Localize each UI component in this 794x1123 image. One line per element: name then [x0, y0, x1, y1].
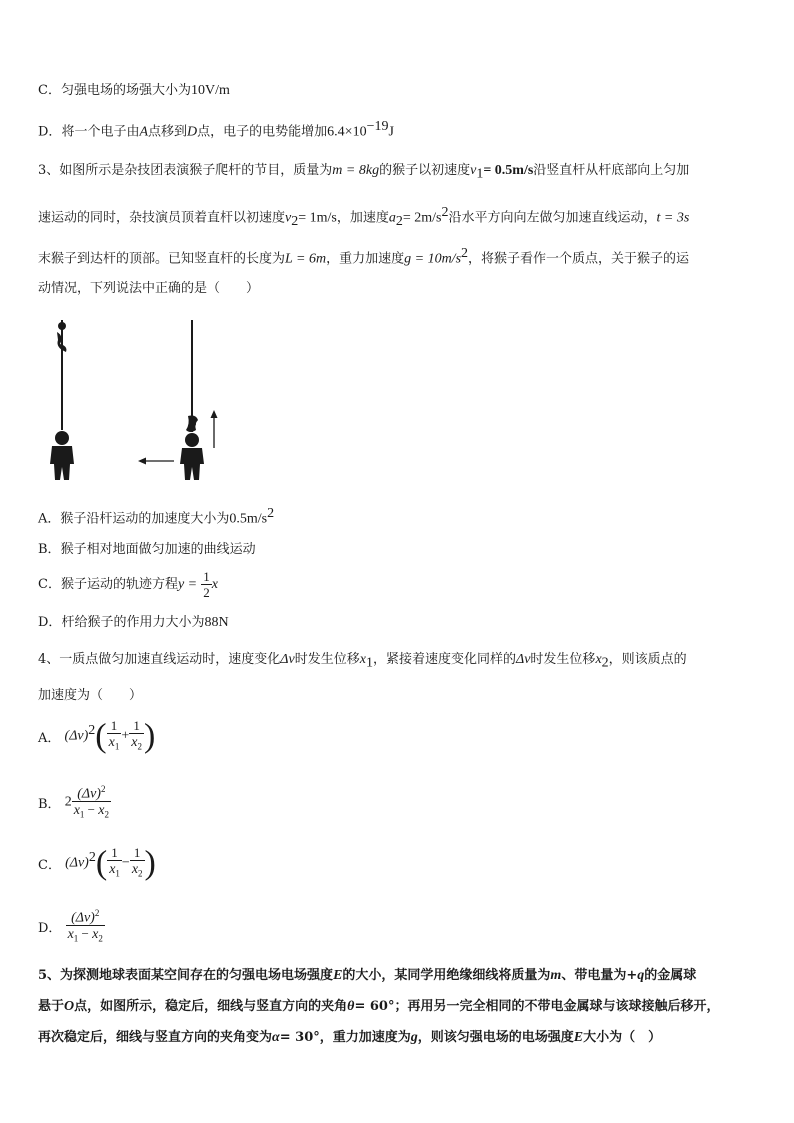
paren-open: (: [95, 717, 107, 755]
text: 沿竖直杆从杆底部向上匀加: [533, 163, 690, 178]
text: 加速度为（ ）: [38, 688, 143, 703]
minus-sign: −: [121, 855, 130, 871]
fraction-half: [201, 569, 212, 600]
formula-d: [66, 906, 105, 947]
q3-line-1: [38, 162, 689, 184]
option-text: 匀强电场的场强大小为: [60, 83, 191, 98]
question-number: 5、: [38, 968, 61, 983]
x-symbol: x: [108, 735, 115, 750]
q3-option-b: [38, 541, 256, 559]
delta-v: Δv: [280, 652, 295, 667]
q4-option-c: [38, 845, 156, 882]
fraction: [66, 906, 105, 947]
question-number: 4、: [38, 652, 60, 667]
denominator: [129, 734, 144, 755]
point-a: A: [139, 124, 149, 140]
denominator: [66, 926, 105, 947]
text: ，将猴子看作一个质点，关于猴子的运: [468, 251, 690, 267]
denominator: [130, 861, 145, 882]
text: ，则该质点的: [608, 652, 687, 667]
denominator: 2: [203, 585, 210, 600]
option-label: D．: [38, 615, 62, 630]
option-text: 猴子沿杆运动的加速度大小为: [60, 511, 230, 527]
text: 再次稳定后，细线与竖直方向的夹角变为: [38, 1030, 273, 1045]
time-expr: t = 3s: [656, 210, 690, 226]
numerator: 1: [129, 718, 144, 734]
exponent: 2: [441, 205, 449, 220]
exponent: 2: [267, 506, 275, 521]
subscript: 2: [104, 809, 109, 820]
x-symbol: x: [73, 803, 80, 819]
option-label: D．: [38, 920, 62, 936]
delta-v-paren: (Δv): [77, 786, 101, 802]
e-symbol: E: [573, 1030, 584, 1045]
exponent: −19: [366, 119, 389, 134]
text: 时发生位移: [294, 652, 360, 667]
option-text: 猴子运动的轨迹方程: [60, 577, 178, 592]
x-symbol: x: [109, 862, 116, 877]
numerator: [72, 782, 111, 802]
q3-line-3: [38, 245, 689, 268]
fraction: [129, 718, 144, 755]
q4-line-2: [38, 687, 142, 705]
text: 如图所示是杂技团表演猴子爬杆的节目，质量为: [59, 163, 333, 178]
subscript: 2: [291, 213, 299, 229]
text: 悬于: [38, 999, 65, 1014]
subscript: 2: [601, 655, 609, 671]
q4-option-a: [38, 718, 155, 755]
fraction: [107, 718, 122, 755]
delta-v-paren: (Δv): [64, 728, 89, 744]
text: 末猴子到达杆的顶部。已知竖直杆的长度为: [38, 251, 286, 267]
question-number: 3、: [38, 163, 60, 178]
v1-value: = 0.5m/s: [483, 163, 534, 178]
option-text: 点，电子的电势能增加: [197, 124, 328, 140]
q2-option-d: [38, 118, 394, 141]
subscript: 1: [365, 655, 373, 671]
option-text: 点移到: [148, 124, 188, 140]
subscript: 2: [395, 213, 403, 229]
a2-value: = 2m/s: [402, 210, 442, 226]
subscript: 2: [98, 933, 103, 944]
equation-y: y =: [177, 577, 198, 592]
point-d: D: [187, 124, 198, 140]
v2-value: = 1m/s: [298, 210, 337, 226]
delta-v: Δv: [515, 652, 531, 667]
option-text: 杆给猴子的作用力大小为: [61, 615, 205, 630]
v2-symbol: v: [285, 210, 292, 226]
arrow-left-icon: [138, 458, 174, 465]
text: = 30°，重力加速度为: [279, 1030, 411, 1045]
text: 为探测地球表面某空间存在的匀强电场电场强度: [60, 968, 334, 983]
x1-symbol: x: [359, 652, 366, 667]
option-label: A．: [38, 511, 61, 527]
delta-v-paren: (Δv): [71, 910, 95, 926]
q3-option-d: [38, 614, 229, 632]
text: 、带电量为+: [561, 968, 638, 983]
q3-line-2: [38, 204, 689, 231]
x2-symbol: x: [595, 652, 602, 667]
subscript: 1: [73, 933, 79, 944]
q2-option-c: [38, 82, 230, 100]
minus-sign: −: [87, 802, 96, 818]
text: 的大小，某同学用绝缘细线将质量为: [342, 968, 551, 983]
option-label: D．: [38, 124, 62, 140]
denominator: [107, 734, 122, 755]
q4-option-d: [38, 906, 105, 947]
q3-option-a: [38, 505, 274, 528]
fraction: [107, 845, 122, 882]
formula-a: [65, 718, 156, 755]
monkey-right-icon: [186, 416, 198, 433]
performer-right-icon: [180, 433, 204, 480]
arrow-up-icon: [211, 410, 218, 448]
option-label: C．: [38, 857, 61, 873]
option-value: 10V/m: [190, 83, 230, 98]
q5-line-2: [38, 998, 719, 1016]
option-label: A．: [38, 730, 61, 746]
monkey-pole-figure: [40, 312, 240, 484]
x-symbol: x: [98, 803, 105, 819]
equation-x: x: [211, 577, 218, 592]
mass-expr: m = 8kg: [332, 163, 380, 178]
q-symbol: q: [637, 968, 645, 983]
paren-open: (: [95, 844, 108, 882]
text: 点，如图所示，稳定后，细线与竖直方向的夹角: [74, 999, 348, 1014]
option-label: B．: [38, 796, 61, 812]
subscript: 1: [476, 166, 484, 182]
exponent: 2: [88, 722, 96, 738]
text: 的猴子以初速度: [379, 163, 471, 178]
formula-c: [65, 845, 156, 882]
delta-v-paren: (Δv): [65, 855, 89, 871]
numerator: 1: [130, 845, 145, 861]
m-symbol: m: [550, 968, 562, 983]
text: 速运动的同时，杂技演员顶着直杆以初速度: [38, 210, 286, 226]
fraction: [72, 782, 111, 823]
numerator: 1: [107, 718, 122, 734]
subscript: 1: [114, 741, 120, 752]
subscript: 1: [115, 868, 120, 879]
option-value: 0.5m/s: [229, 511, 268, 527]
g-symbol: g: [410, 1030, 418, 1045]
denominator: [72, 802, 111, 823]
subscript: 2: [137, 741, 142, 752]
x-symbol: x: [131, 862, 139, 877]
paren-close: ): [143, 717, 156, 755]
theta-symbol: θ: [347, 999, 355, 1014]
option-value: 6.4×10: [327, 124, 367, 140]
numerator: [66, 906, 105, 926]
x-symbol: x: [67, 927, 74, 943]
x-symbol: x: [92, 927, 99, 943]
subscript: 1: [79, 809, 85, 820]
formula-b: [65, 782, 111, 823]
paren-close: ): [144, 844, 156, 882]
fraction: [130, 845, 145, 882]
option-text: 猴子相对地面做匀加速的曲线运动: [60, 542, 256, 557]
option-label: C．: [38, 577, 61, 592]
denominator: [107, 861, 122, 882]
x-symbol: x: [131, 735, 138, 750]
option-label: C．: [38, 83, 61, 98]
gravity-expr: g = 10m/s: [404, 251, 462, 267]
minus-sign: −: [81, 926, 89, 942]
text: ，则该匀强电场的电场强度: [417, 1030, 574, 1045]
plus-sign: +: [121, 728, 130, 744]
e-symbol: E: [333, 968, 343, 983]
q4-line-1: [38, 651, 687, 673]
alpha-symbol: α: [272, 1030, 280, 1045]
numerator: 1: [203, 569, 210, 584]
length-expr: L = 6m: [285, 251, 327, 267]
text: ，紧接着速度变化同样的: [372, 652, 516, 667]
q5-line-1: [38, 967, 696, 985]
coefficient: 2: [64, 794, 72, 810]
v1-symbol: v: [470, 163, 477, 178]
option-text: 将一个电子由: [61, 124, 140, 140]
unit: J: [388, 124, 394, 140]
option-value: 88N: [204, 615, 229, 630]
text: 时发生位移: [530, 652, 596, 667]
a2-symbol: a: [388, 210, 396, 226]
exponent: 2: [88, 849, 96, 865]
text: = 60°；再用另一完全相同的不带电金属球与该球接触后移开，: [354, 999, 720, 1014]
q3-line-4: [38, 280, 259, 298]
numerator: 1: [107, 845, 122, 861]
exponent: 2: [100, 784, 106, 794]
text: 一质点做匀加速直线运动时，速度变化: [59, 652, 281, 667]
q4-option-b: [38, 782, 111, 823]
text: ，加速度: [336, 210, 389, 226]
q3-option-c: [38, 569, 218, 600]
option-label: B．: [38, 542, 61, 557]
subscript: 2: [138, 868, 143, 879]
text: 大小为（ ）: [583, 1030, 662, 1045]
exponent: 2: [461, 246, 469, 261]
text: 沿水平方向向左做匀加速直线运动，: [448, 210, 657, 226]
performer-left-icon: [50, 431, 74, 480]
text: ，重力加速度: [326, 251, 405, 267]
q5-line-3: [38, 1029, 661, 1047]
text: 动情况，下列说法中正确的是（ ）: [38, 281, 260, 296]
o-symbol: O: [64, 999, 75, 1014]
exponent: 2: [94, 908, 100, 918]
text: 的金属球: [644, 968, 697, 983]
